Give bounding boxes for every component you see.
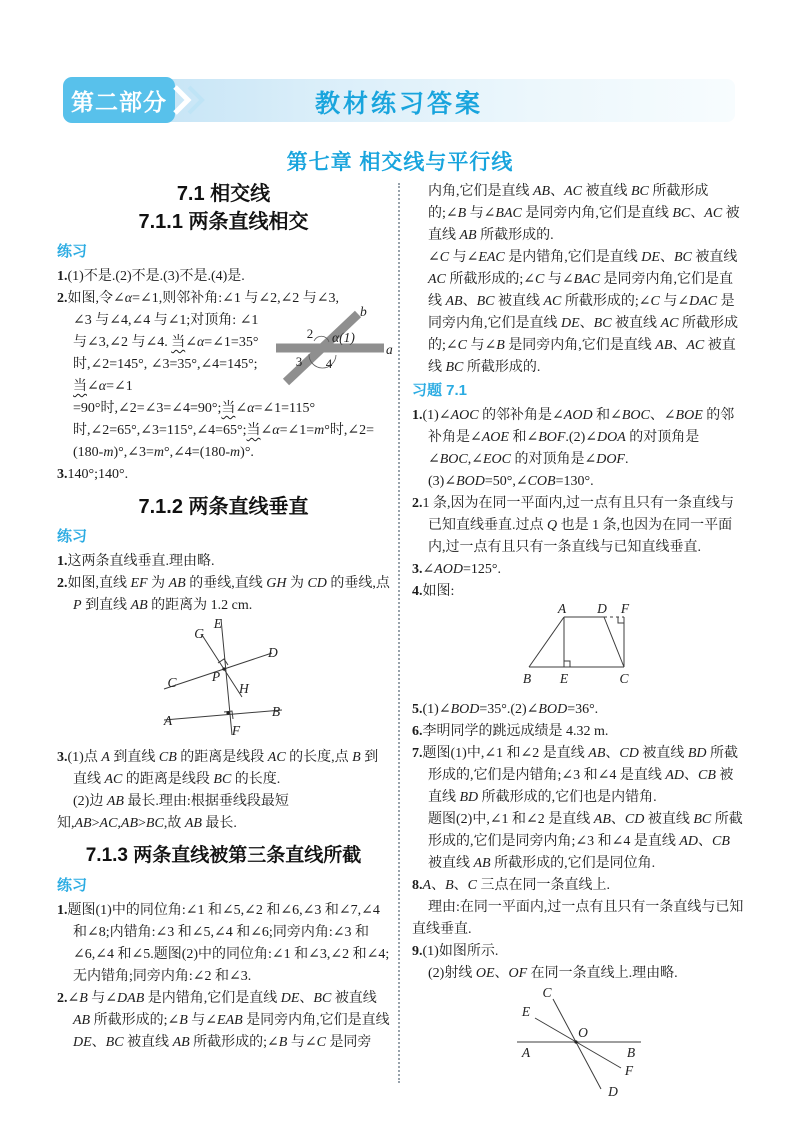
answer-item-7113-2-cont: 内角,它们是直线 AB、AC 被直线 BC 所截形成的;∠B 与∠BAC 是同旁内角,它们是直线 BC、AC 被直线 AB 所截形成的. — [428, 184, 740, 243]
answer-text: =90°时,∠2=∠3=∠4=90°;当∠α=∠1=115°时,∠2=65°,∠3=115°,∠4=65°;当∠α=∠1=m°时,∠2=(180-m)°,∠3=m°,∠4=(180-m)°. — [73, 401, 375, 460]
right-column — [412, 181, 745, 1105]
exercise-item-4: 4.如图: — [412, 584, 455, 599]
point-label-d: D — [596, 603, 607, 616]
point-label-d: D — [267, 645, 278, 660]
exercise-item-7b: 题图(2)中,∠1 和∠2 是直线 AB、CD 被直线 BC 所截形成的,它们是同旁内角;∠3 和∠4 是直线 AD、CB 被直线 AB 所截形成的,它们是同位角. — [428, 812, 743, 871]
angle-label-3: 3 — [295, 354, 303, 369]
page-title: 教材练习答案 — [314, 90, 483, 118]
section-heading-7-1-1: 7.1.1 两条直线相交 — [138, 211, 309, 233]
exercise-item-3: 3.∠AOD=125°. — [412, 562, 502, 577]
answer-item-7111-2 — [57, 288, 393, 464]
exercises-label: 习题 7.1 — [412, 382, 468, 399]
exercise-item-7a: 7.题图(1)中,∠1 和∠2 是直线 AB、CD 被直线 BD 所截形成的,它们是内错角;∠3 和∠4 是直线 AD、CB 被直线 BD 所截形成的,它们也是内错角. — [412, 746, 739, 805]
part-badge-label: 第二部分 — [71, 88, 167, 115]
line-cd — [553, 999, 601, 1089]
point-label-p: P — [211, 669, 220, 684]
point-foot — [226, 711, 229, 714]
answer-item-7112-3a: 3.(1)点 A 到直线 CB 的距离是线段 AC 的长度,点 B 到直线 AC 的距离是线段 BC 的长度. — [57, 750, 379, 787]
exercise-item-1: 1.(1)∠AOC 的邻补角是∠AOD 和∠BOC、∠BOE 的邻补角是∠AOE 和∠BOF.(2)∠DOA 的对顶角是∠BOC,∠EOC 的对顶角是∠DOF.(3)∠BOD=50°,∠COB=130°. — [412, 408, 735, 489]
figure-trapezoid — [514, 603, 644, 691]
figure-intersecting-lines — [276, 304, 394, 392]
section-heading-7-1-3: 7.1.3 两条直线被第三条直线所截 — [85, 845, 362, 866]
answer-item-7112-1: 1.这两条直线垂直.理由略. — [57, 554, 215, 569]
exercise-item-8b: 理由:在同一平面内,过一点有且只有一条直线与已知直线垂直. — [412, 900, 744, 937]
exercise-item-8a: 8.A、B、C 三点在同一条直线上. — [412, 878, 610, 893]
angle-label-4: 4 — [325, 356, 333, 371]
exercise-item-6: 6.李明同学的跳远成绩是 4.32 m. — [412, 724, 609, 739]
answer-item-7113-2: 2.∠B 与∠DAB 是内错角,它们是直线 DE、BC 被直线 AB 所截形成的;∠B 与∠EAB 是同旁内角,它们是直线 DE、BC 被直线 AB 所截形成的;∠B 与∠C 是同旁 — [57, 991, 390, 1050]
answer-item-7113-2-cont2: ∠C 与∠EAC 是内错角,它们是直线 DE、BC 被直线 AC 所截形成的;∠C 与∠BAC 是同旁内角,它们是直线 AB、BC 被直线 AC 所截形成的;∠C 与∠DAC 是同旁内角,它们是直线 DE、BC 被直线 AC 所截形成的;∠C 与∠B 是同旁内角,它们是直线 AB、AC 被直线 BC 所截形成的. — [428, 250, 738, 375]
point-label-a: A — [557, 603, 566, 616]
answer-item-7111-3: 3.140°;140°. — [57, 467, 129, 482]
answer-item-7112-3b: (2)边 AB 最长.理由:根据垂线段最短知,AB>AC,AB>BC,故 AB 最长. — [57, 794, 289, 831]
line-gh — [202, 635, 242, 697]
exercise-item-2: 2.1 条,因为在同一平面内,过一点有且只有一条直线与已知直线垂直.过点 Q 也是 1 条,也因为在同一平面内,过一点有且只有一条直线与已知直线垂直. — [412, 496, 734, 555]
answer-item-7112-2: 2.如图,直线 EF 为 AB 的垂线,直线 GH 为 CD 的垂线,点 P 到直线 AB 的距离为 1.2 cm. — [57, 576, 390, 613]
left-column — [57, 181, 393, 1054]
right-angle-mark-p — [218, 659, 228, 665]
figure-perpendiculars — [154, 617, 294, 739]
section-heading-7-1-2: 7.1.2 两条直线垂直 — [138, 496, 309, 518]
point-label-c: C — [166, 675, 177, 690]
point-p — [222, 667, 225, 670]
line-label-b: b — [360, 304, 367, 319]
right-angle-mark-e — [564, 661, 570, 667]
line-ef — [221, 619, 232, 735]
answer-text: 2.如图,令∠α=∠1,则邻补角:∠1 与∠2,∠2 与∠3, — [57, 291, 340, 306]
chapter-heading: 第七章 相交线与平行线 — [286, 151, 514, 174]
figure-block — [412, 603, 745, 699]
part-badge — [63, 77, 175, 123]
answer-text: ∠3 与∠4,∠4 与∠1;对顶角: ∠1 与∠3,∠2 与∠4. 当∠α=∠1=35°时,∠2=145°, ∠3=35°,∠4=145°;当∠α=∠1 — [73, 313, 259, 394]
point-label-f: F — [624, 1063, 633, 1078]
point-label-b: B — [271, 704, 280, 719]
point-label-f: F — [231, 723, 240, 738]
practice-label-1: 练习 — [57, 243, 88, 260]
point-o — [574, 1040, 577, 1043]
exercise-item-9a: 9.(1)如图所示. — [412, 944, 499, 959]
point-label-h: H — [238, 681, 249, 696]
answer-item-7111-1: 1.(1)不是.(2)不是.(3)不是.(4)是. — [57, 269, 245, 284]
point-label-b: B — [626, 1045, 635, 1060]
figure-block — [412, 985, 745, 1105]
line-ba — [529, 617, 564, 667]
section-heading-7-1: 7.1 相交线 — [176, 183, 271, 205]
point-label-e: E — [521, 1004, 530, 1019]
point-label-f: F — [620, 603, 629, 616]
angle-label-2: 2 — [306, 326, 314, 341]
point-label-g: G — [193, 626, 204, 641]
point-label-b: B — [522, 671, 531, 686]
point-label-c: C — [618, 671, 629, 686]
exercise-item-5: 5.(1)∠BOD=35°.(2)∠BOD=36°. — [412, 702, 599, 717]
point-label-e: E — [213, 617, 222, 631]
practice-label-3: 练习 — [57, 877, 88, 894]
figure-rays-through-o — [509, 985, 649, 1097]
angle-label-alpha-1: α(1) — [332, 330, 355, 345]
point-label-e: E — [559, 671, 568, 686]
figure-block — [57, 617, 390, 747]
right-angle-mark-f — [618, 617, 624, 623]
point-label-d: D — [607, 1084, 618, 1097]
line-label-a: a — [386, 342, 393, 357]
point-label-c: C — [541, 985, 552, 1000]
exercise-item-9b: (2)射线 OE、OF 在同一条直线上.理由略. — [428, 966, 678, 981]
column-divider — [398, 183, 400, 1083]
line-ab — [164, 710, 282, 720]
point-label-a: A — [163, 713, 172, 728]
line-dc — [604, 617, 624, 667]
chevron-right-icon — [172, 82, 206, 118]
point-label-a: A — [521, 1045, 530, 1060]
practice-label-2: 练习 — [57, 528, 88, 545]
point-label-o: O — [577, 1025, 588, 1040]
answer-item-7113-1: 1.题图(1)中的同位角:∠1 和∠5,∠2 和∠6,∠3 和∠7,∠4 和∠8;内错角:∠3 和∠5,∠4 和∠6;同旁内角:∠3 和∠6,∠4 和∠5.题图(2)中的同位角:∠1 和∠3,∠2 和∠4;无内错角;同旁内角:∠2 和∠3. — [57, 903, 390, 984]
